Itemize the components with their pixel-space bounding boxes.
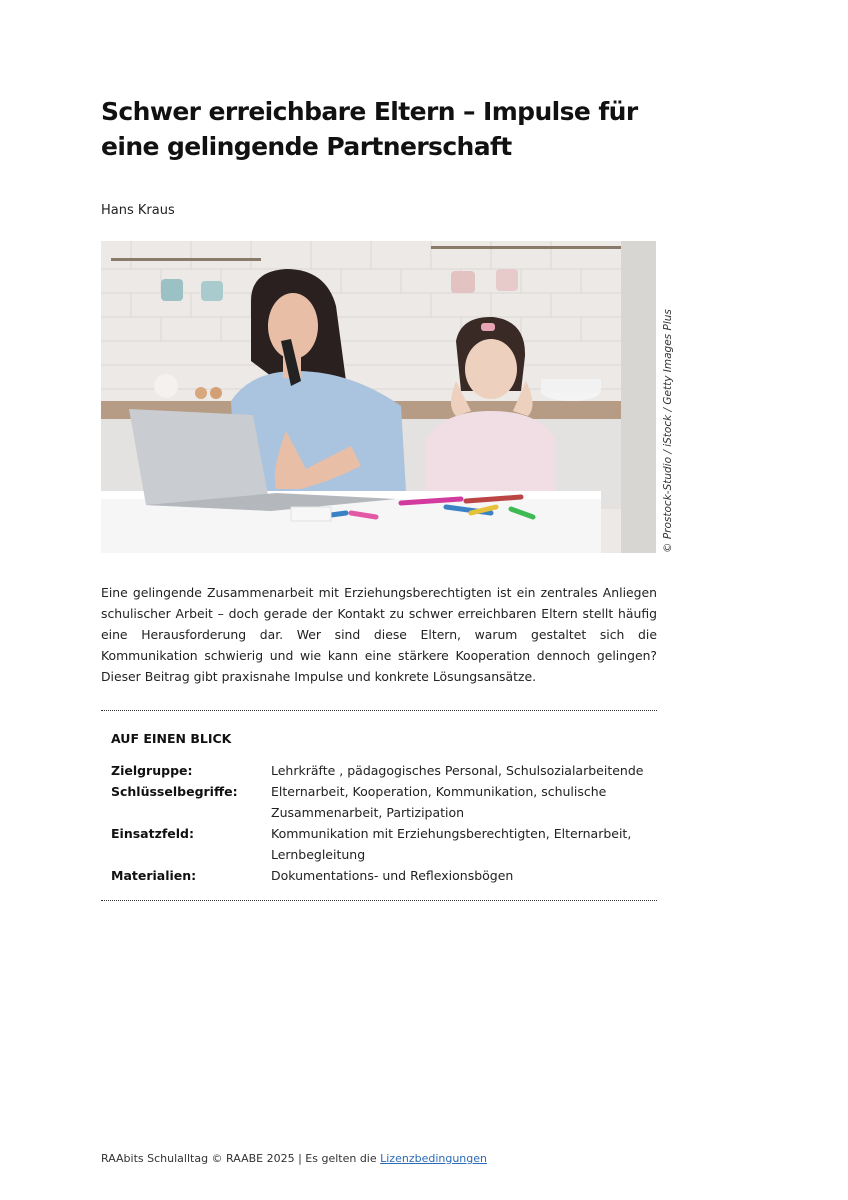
glance-value: Elternarbeit, Kooperation, Kommunikation, schulische Zusammenarbeit, Partizipation: [271, 784, 607, 820]
glance-value: Kommunikation mit Erziehungsberechtigten, Elternarbeit, Lernbegleitung: [271, 826, 632, 862]
page-footer: [101, 1152, 487, 1165]
photo-credit: © Prostock-Studio / iStock / Getty Images Plus: [662, 309, 674, 553]
divider-bottom: [101, 900, 657, 901]
glance-label: Zielgruppe:: [111, 763, 193, 778]
divider-top: [101, 710, 657, 711]
glance-heading: AUF EINEN BLICK: [111, 731, 232, 746]
glance-value: Dokumentations- und Reflexionsbögen: [271, 868, 514, 883]
footer-text: RAAbits Schulalltag © RAABE 2025 | Es gelten die: [101, 1152, 377, 1165]
glance-label: Einsatzfeld:: [111, 826, 194, 841]
author-name: Hans Kraus: [101, 203, 175, 218]
glance-label: Schlüsselbegriffe:: [111, 784, 238, 799]
article-title: Schwer erreichbare Eltern – Impulse für eine gelingende Partnerschaft: [101, 97, 638, 161]
glance-label: Materialien:: [111, 868, 197, 883]
glance-value: Lehrkräfte , pädagogisches Personal, Schulsozialarbeitende: [271, 763, 644, 778]
intro-paragraph: Eine gelingende Zusammenarbeit mit Erziehungsberechtigten ist ein zentrales Anliegen schulischer Arbeit – doch gerade der Kontakt zu schwer erreichbaren Eltern stellt häufig eine Herausforderung dar. Wer sind diese Eltern, warum gestaltet sich die Kommunikation schwierig und wie kann eine stärkere Kooperation dennoch gelingen? Dieser Beitrag gibt praxisnahe Impulse und konkrete Lösungsansätze.: [101, 585, 657, 684]
license-link[interactable]: Lizenzbedingungen: [380, 1152, 488, 1165]
mother-daughter-photo: [101, 241, 656, 553]
